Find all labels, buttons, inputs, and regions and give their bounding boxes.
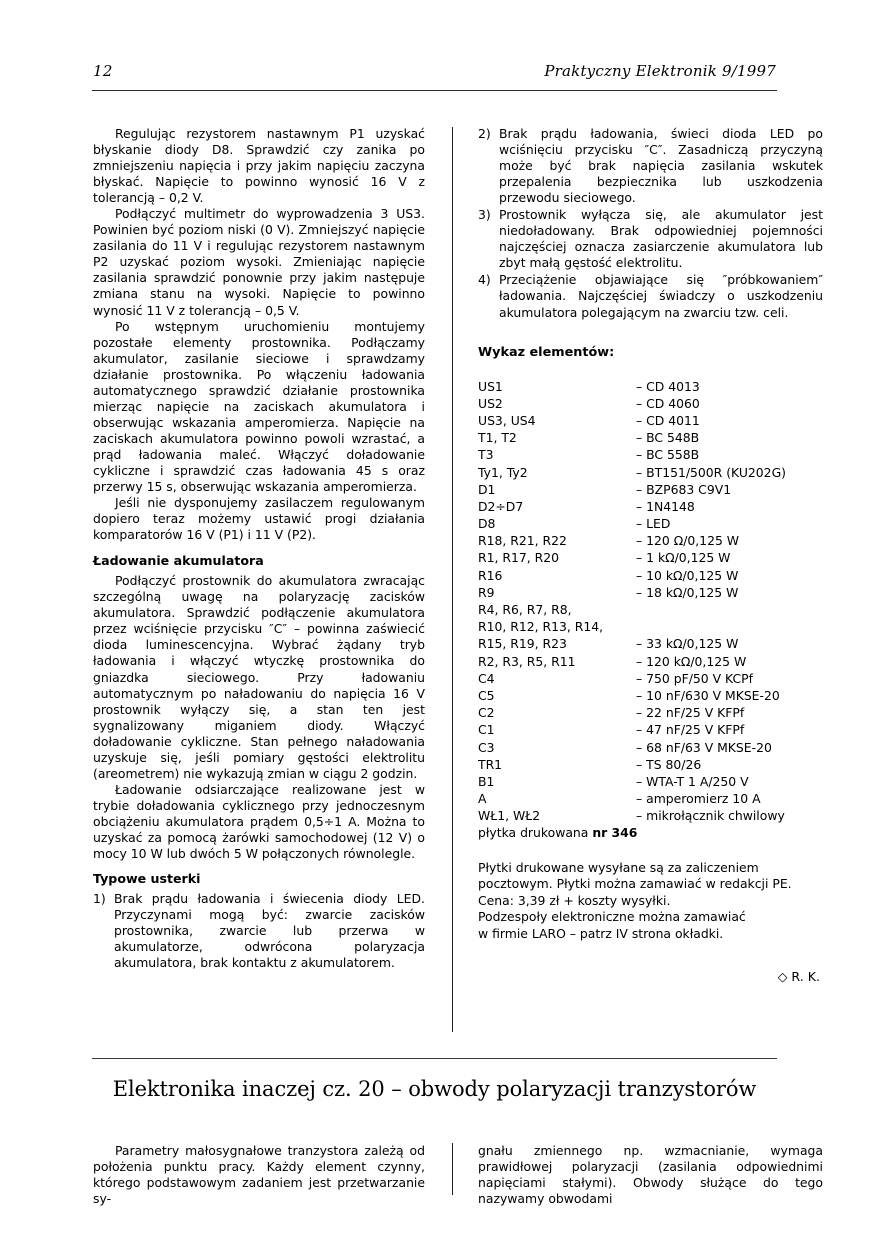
part-ref: D1 — [478, 481, 496, 497]
part-ref: R16 — [478, 567, 503, 583]
part-value: – amperomierz 10 A — [636, 791, 761, 807]
part-ref: TR1 — [478, 756, 503, 772]
author-signature: ◇ R. K. — [777, 968, 820, 984]
part-value: – 68 nF/63 V MKSE-20 — [636, 739, 772, 755]
part-ref: T3 — [478, 447, 494, 463]
list-item-text: Brak prądu ładowania, świeci dioda LED po wciśnięciu przycisku ″C″. Zasadniczą przyczyną może być brak napięcia zasilania wskutek przepalenia bezpiecznika lub uszkodzenia przewodu sieciowego. — [499, 126, 823, 206]
pcb-label: płytka drukowana — [478, 825, 593, 841]
part-value: – 1N4148 — [636, 498, 695, 514]
parts-row — [478, 653, 823, 670]
page-number: 12 — [93, 62, 113, 80]
parts-row — [478, 464, 823, 481]
part-ref: C4 — [478, 670, 495, 686]
pcb-row — [478, 824, 823, 841]
ordering-line: pocztowym. Płytki można zamawiać w redakcji PE. — [478, 876, 792, 892]
part-ref: US3, US4 — [478, 412, 536, 428]
header-rule — [92, 90, 777, 91]
right-column — [478, 126, 823, 985]
part-ref: US1 — [478, 378, 503, 394]
pcb-number: nr 346 — [592, 825, 638, 841]
running-head — [93, 62, 776, 88]
part-value: – BZP683 C9V1 — [636, 481, 732, 497]
parts-list-heading: Wykaz elementów: — [478, 344, 615, 360]
part-ref: R2, R3, R5, R11 — [478, 653, 576, 669]
part-ref: US2 — [478, 395, 503, 411]
part-value: – mikrołącznik chwilowy — [636, 808, 785, 824]
parts-row — [478, 567, 823, 584]
part-value: – WTA-T 1 A/250 V — [636, 773, 749, 789]
list-item-text: Przeciążenie objawiające się ″próbkowaniem″ ładowania. Najczęściej świadczy o uszkodzeniu akumulatora polegającym na zwarciu tzw. celi. — [499, 272, 823, 320]
ordering-info — [478, 860, 823, 943]
part-ref: Ty1, Ty2 — [478, 464, 528, 480]
part-value: – 10 kΩ/0,125 W — [636, 567, 739, 583]
paragraph: Po wstępnym uruchomieniu montujemy pozostałe elementy prostownika. Podłączamy akumulator, zasilanie sieciowe i sprawdzamy działanie prostownika. Po włączeniu ładowania automatycznego sprawdzić działanie prostownika mierząc napięcie na zaciskach akumulatora i obserwując wskazania amperomierza. Napięcie na zaciskach akumulatora powinno powoli wzrastać, a prąd ładowania maleć. Włączyć doładowanie cykliczne i sprawdzić czas ładowania 45 s oraz przerwy 15 s, obserwując wskazania amperomierza. — [93, 318, 425, 495]
part-value: – BC 558B — [636, 447, 700, 463]
part-value: – 22 nF/25 V KFPf — [636, 705, 745, 721]
paragraph: Podłączyć prostownik do akumulatora zwracając szczególną uwagę na polaryzację zacisków akumulatora. Sprawdzić podłączenie akumulatora przez wciśnięcie przycisku ″C″ – powinna zaświecić dioda luminescencyjna. Wybrać żądany tryb ładowania i włączyć wtyczkę prostownika do gniazdka sieciowego. Przy ładowaniu automatycznym po naładowaniu do napięcia 16 V prostownik wyłączy się, a stan ten jest sygnalizowany miganiem diody. Włączyć doładowanie cykliczne. Stan pełnego naładowania uzyskuje się, jeśli pomiary gęstości elektrolitu (areometrem) nie wykazują zmian w ciągu 2 godzin. — [93, 573, 425, 781]
part-ref: D8 — [478, 516, 496, 532]
part-value: – 33 kΩ/0,125 W — [636, 636, 739, 652]
parts-row — [478, 756, 823, 773]
parts-row — [478, 670, 823, 687]
list-item-number: 2) — [478, 126, 491, 141]
part-ref: R10, R12, R13, R14, — [478, 619, 604, 635]
part-ref: R4, R6, R7, R8, — [478, 602, 572, 618]
parts-row — [478, 515, 823, 532]
column-divider — [452, 127, 453, 1032]
fault-list — [93, 891, 425, 971]
part-ref: R1, R17, R20 — [478, 550, 559, 566]
part-value: – 47 nF/25 V KFPf — [636, 722, 745, 738]
part-ref: R15, R19, R23 — [478, 636, 567, 652]
parts-row — [478, 549, 823, 566]
section-heading-charging: Ładowanie akumulatora — [93, 553, 264, 569]
part-value: – 120 Ω/0,125 W — [636, 533, 740, 549]
part-value: – CD 4060 — [636, 395, 700, 411]
parts-row — [478, 721, 823, 738]
article-separator-rule — [92, 1058, 777, 1059]
part-value: – CD 4011 — [636, 412, 700, 428]
list-item — [478, 126, 823, 206]
ordering-line: w firmie LARO – patrz IV strona okładki. — [478, 926, 724, 942]
parts-row — [478, 395, 823, 412]
parts-row — [478, 481, 823, 498]
parts-row — [478, 584, 823, 601]
parts-row — [478, 601, 823, 618]
parts-row — [478, 532, 823, 549]
list-item-text: Prostownik wyłącza się, ale akumulator jest niedoładowany. Brak odpowiedniej pojemności najczęściej oznacza zasiarczenie akumulatora lub zbyt małą gęstość elektrolitu. — [499, 207, 823, 271]
part-ref: A — [478, 791, 487, 807]
part-ref: T1, T2 — [478, 430, 517, 446]
parts-list — [478, 378, 823, 842]
list-item-text: Brak prądu ładowania i świecenia diody LED. Przyczynami mogą być: zwarcie zacisków prostownika, zwarcie lub przerwa w akumulatorze, odwrócona polaryzacja akumulatora, brak kontaktu z akumulatorem. — [114, 891, 425, 971]
parts-row — [478, 773, 823, 790]
part-value: – BC 548B — [636, 430, 700, 446]
part-value: – LED — [636, 516, 671, 532]
column-divider-lower — [452, 1143, 453, 1195]
next-article-left-column — [93, 1143, 425, 1207]
next-article-right-column — [478, 1143, 823, 1207]
part-ref: D2÷D7 — [478, 498, 524, 514]
part-value: – TS 80/26 — [636, 756, 702, 772]
part-ref: WŁ1, WŁ2 — [478, 808, 541, 824]
part-ref: C1 — [478, 722, 495, 738]
next-article-title: Elektronika inaczej cz. 20 – obwody polaryzacji tranzystorów — [112, 1077, 757, 1101]
list-item — [478, 207, 823, 271]
part-ref: C3 — [478, 739, 495, 755]
parts-row — [478, 446, 823, 463]
part-ref: R18, R21, R22 — [478, 533, 567, 549]
parts-row — [478, 618, 823, 635]
parts-row — [478, 378, 823, 395]
paragraph: Regulując rezystorem nastawnym P1 uzyskać błyskanie diody D8. Sprawdzić czy zanika po zmniejszeniu napięcia i przy jakim napięciu zaczyna błyskać. Napięcie to powinno wynosić 16 V z tolerancją – 0,2 V. — [93, 126, 425, 206]
parts-row — [478, 429, 823, 446]
part-value: – BT151/500R (KU202G) — [636, 464, 787, 480]
parts-row — [478, 687, 823, 704]
parts-row — [478, 498, 823, 515]
list-item — [478, 272, 823, 320]
part-ref: C5 — [478, 687, 495, 703]
part-value: – 10 nF/630 V MKSE-20 — [636, 687, 780, 703]
parts-row — [478, 412, 823, 429]
part-value: – CD 4013 — [636, 378, 700, 394]
parts-row — [478, 739, 823, 756]
part-value: – 120 kΩ/0,125 W — [636, 653, 747, 669]
section-heading-faults: Typowe usterki — [93, 871, 201, 887]
left-column — [93, 126, 425, 971]
paragraph: Parametry małosygnałowe tranzystora zależą od położenia punktu pracy. Każdy element czynny, którego podstawowym zadaniem jest przetwarzanie sy- — [93, 1143, 425, 1207]
journal-title: Praktyczny Elektronik 9/1997 — [544, 62, 776, 80]
parts-row — [478, 635, 823, 652]
part-ref: C2 — [478, 705, 495, 721]
parts-row — [478, 790, 823, 807]
ordering-line: Cena: 3,39 zł + koszty wysyłki. — [478, 892, 671, 908]
ordering-line: Podzespoły elektroniczne można zamawiać — [478, 909, 746, 925]
paragraph: Ładowanie odsiarczające realizowane jest w trybie doładowania cyklicznego przy jednoczesnym obciążeniu akumulatora prądem 0,5÷1 A. Można to uzyskać za pomocą żarówki samochodowej (12 V) o mocy 10 W lub dwóch 5 W połączonych równolegle. — [93, 781, 425, 862]
parts-row — [478, 807, 823, 824]
part-ref: R9 — [478, 584, 495, 600]
list-item-number: 1) — [93, 891, 106, 907]
paragraph: gnału zmiennego np. wzmacnianie, wymaga prawidłowej polaryzacji (zasilania odpowiednimi napięciami stałymi). Obwody służące do tego nazywamy obwodami — [478, 1143, 823, 1207]
list-item — [93, 891, 425, 971]
part-value: – 18 kΩ/0,125 W — [636, 584, 739, 600]
ordering-line: Płytki drukowane wysyłane są za zaliczeniem — [478, 859, 759, 875]
parts-row — [478, 704, 823, 721]
fault-list-continued — [478, 126, 823, 321]
paragraph: Podłączyć multimetr do wyprowadzenia 3 US3. Powinien być poziom niski (0 V). Zmniejszyć napięcie zasilania do 11 V i regulując rezystorem nastawnym P2 uzyskać poziom wysoki. Zmieniając napięcie zasilania sprawdzić ponownie przy jakim następuje zmiana stanu na wysoki. Napięcie to powinno wynosić 11 V z tolerancją – 0,5 V. — [93, 206, 425, 318]
list-item-number: 4) — [478, 272, 491, 288]
part-ref: B1 — [478, 773, 495, 789]
paragraph: Jeśli nie dysponujemy zasilaczem regulowanym dopiero teraz możemy ustawić progi działania komparatorów 16 V (P1) i 11 V (P2). — [93, 495, 425, 543]
part-value: – 1 kΩ/0,125 W — [636, 550, 731, 566]
part-value: – 750 pF/50 V KCPf — [636, 670, 753, 686]
list-item-number: 3) — [478, 207, 491, 223]
